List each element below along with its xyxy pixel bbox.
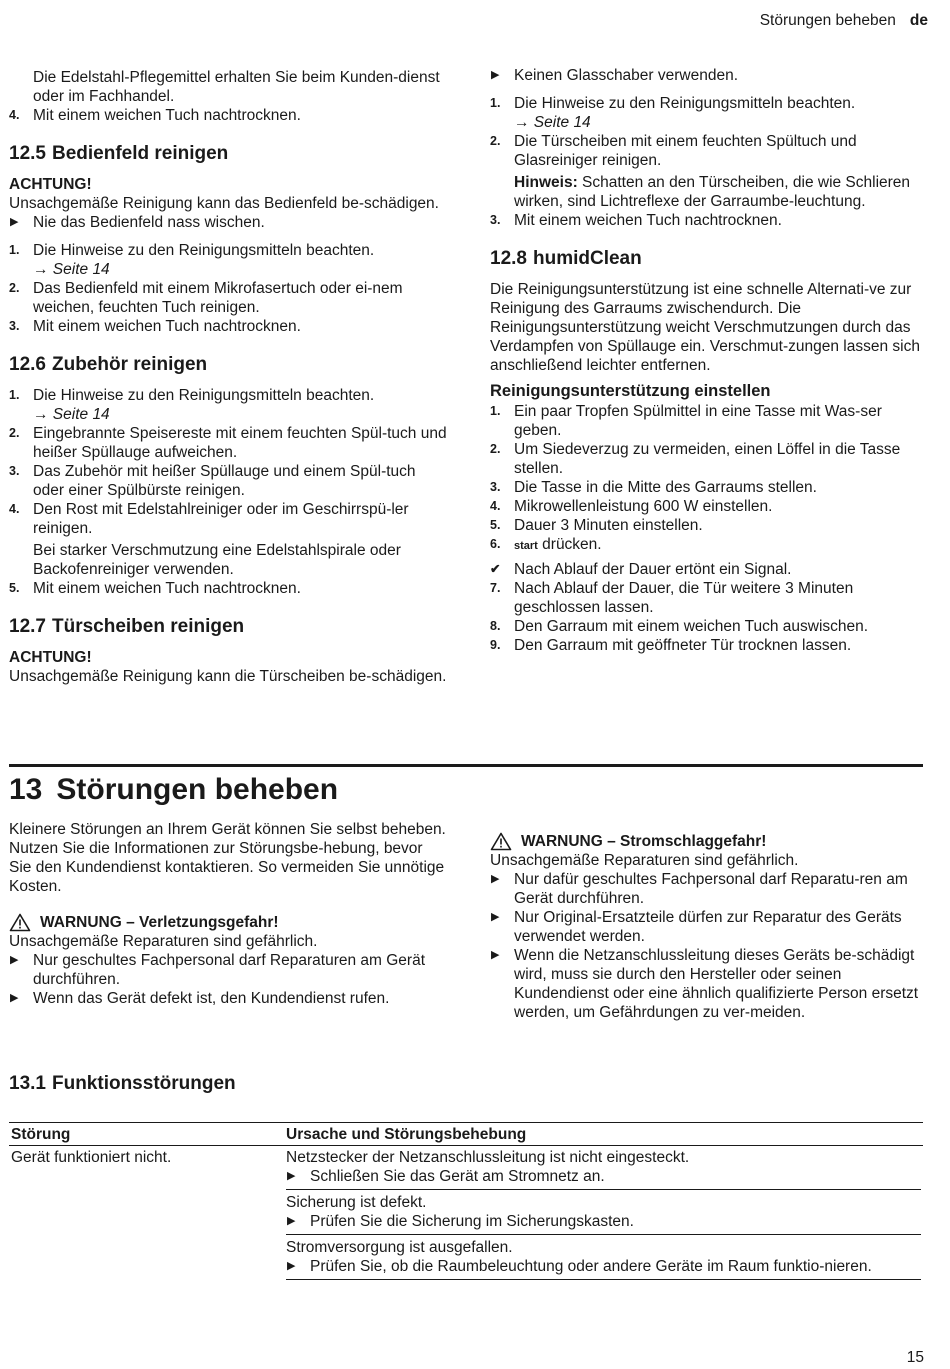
- cause-cell: [284, 1146, 923, 1283]
- list-item: 3. Die Tasse in die Mitte des Garraums stellen.: [490, 479, 817, 496]
- list-item: 4. Mikrowellenleistung 600 W einstellen.: [490, 498, 773, 515]
- list-item: 2. Um Siedeverzug zu vermeiden, einen Löffel in die Tasse stellen.: [490, 441, 901, 477]
- warning-heading: WARNUNG – Verletzungsgefahr!: [9, 913, 449, 932]
- list-item: 5. Dauer 3 Minuten einstellen.: [490, 517, 703, 534]
- list-item: 3. Das Zubehör mit heißer Spüllauge und einem Spül-tuch oder einer Spülbürste reinigen.: [9, 463, 416, 499]
- table-header-row: [9, 1123, 923, 1146]
- warning-heading: WARNUNG – Stromschlaggefahr!: [490, 832, 930, 851]
- list-item: ▶ Prüfen Sie, ob die Raumbeleuchtung oder andere Geräte im Raum funktio-nieren.: [287, 1258, 872, 1275]
- list-item: 2. Das Bedienfeld mit einem Mikrofasertuch oder ei-nem weichen, feuchten Tuch reinigen.: [9, 280, 403, 316]
- chapter-heading-13: 13 Störungen beheben: [9, 773, 339, 806]
- warning-text: Unsachgemäße Reinigung kann das Bedienfeld be-schädigen.: [9, 195, 439, 212]
- cause-block: [286, 1193, 921, 1235]
- bullet-icon: ▶: [287, 1260, 296, 1272]
- chapter-intro: Kleinere Störungen an Ihrem Gerät können Sie selbst beheben. Nutzen Sie die Informationen zur Störungsbe-hebung, bevor Sie den Kundendienst kontaktieren. So vermeiden Sie unnötige Kosten.: [9, 821, 446, 895]
- list-item: 1. Die Hinweise zu den Reinigungsmitteln beachten. → Seite 14: [9, 387, 375, 423]
- warning-triangle-icon: [490, 832, 512, 851]
- list-item: 7. Nach Ablauf der Dauer, die Tür weitere 3 Minuten geschlossen lassen.: [490, 580, 854, 616]
- table-row: [9, 1146, 923, 1283]
- list-item: ▶ Wenn das Gerät defekt ist, den Kundendienst rufen.: [10, 990, 390, 1007]
- cause-text: Stromversorgung ist ausgefallen.: [286, 1239, 513, 1256]
- section-heading-12-8: 12.8 humidClean: [490, 248, 642, 269]
- list-item: 4. Den Rost mit Edelstahlreiniger oder im Geschirrspü-ler reinigen.: [9, 501, 409, 537]
- section-heading-13-1: 13.1 Funktionsstörungen: [9, 1073, 236, 1094]
- bullet-icon: ▶: [491, 949, 500, 961]
- left-column: [9, 68, 449, 686]
- cause-block: [286, 1238, 921, 1280]
- chapter-13-left: [9, 820, 449, 1008]
- list-item: ▶ Schließen Sie das Gerät am Stromnetz an.: [287, 1168, 605, 1185]
- section-heading-12-5: 12.5 Bedienfeld reinigen: [9, 143, 229, 164]
- list-item: 6. start drücken.: [490, 536, 602, 553]
- section-heading-12-6: 12.6 Zubehör reinigen: [9, 354, 208, 375]
- subsection-heading: Reinigungsunterstützung einstellen: [490, 382, 771, 400]
- achtung-label: ACHTUNG!: [9, 649, 92, 666]
- list-item: ▶ Prüfen Sie die Sicherung im Sicherungskasten.: [287, 1213, 634, 1230]
- header-language: de: [909, 12, 928, 29]
- table-header: Ursache und Störungsbehebung: [284, 1123, 923, 1146]
- list-item: 9. Den Garraum mit geöffneter Tür trocknen lassen.: [490, 637, 852, 654]
- bullet-icon: ▶: [287, 1215, 296, 1227]
- warning-text: Unsachgemäße Reparaturen sind gefährlich.: [490, 852, 799, 869]
- intro-text: Die Edelstahl-Pflegemittel erhalten Sie beim Kunden-dienst oder im Fachhandel.: [33, 69, 440, 105]
- step-text: Mit einem weichen Tuch nachtrocknen.: [33, 107, 301, 124]
- bullet-icon: ▶: [10, 992, 19, 1004]
- list-item: ▶ Wenn die Netzanschlussleitung dieses Geräts be-schädigt wird, muss sie durch den Hersteller oder seinen Kundendienst oder eine ähnlich qualifizierte Person ersetzt werden, um Gefährdungen zu ver-meiden.: [491, 947, 919, 1021]
- list-item: 2. Eingebrannte Speisereste mit einem feuchten Spül-tuch und heißer Spüllauge aufweichen.: [9, 425, 447, 461]
- bullet-icon: ▶: [491, 873, 500, 885]
- list-item: ✔ Nach Ablauf der Dauer ertönt ein Signal.: [490, 561, 792, 578]
- list-item: 2. Die Türscheiben mit einem feuchten Spültuch und Glasreiniger reinigen.: [490, 133, 857, 169]
- list-item: ▶ Nie das Bedienfeld nass wischen.: [10, 214, 265, 231]
- page-reference[interactable]: → Seite 14: [33, 406, 110, 423]
- cause-text: Sicherung ist defekt.: [286, 1194, 427, 1211]
- list-item: 5. Mit einem weichen Tuch nachtrocknen.: [9, 580, 301, 597]
- step-number: 4.: [9, 108, 20, 122]
- list-item: 1. Ein paar Tropfen Spülmittel in eine Tasse mit Was-ser geben.: [490, 403, 882, 439]
- table-header: Störung: [9, 1123, 284, 1146]
- bullet-icon: ▶: [491, 69, 500, 81]
- section-intro: Die Reinigungsunterstützung ist eine schnelle Alternati-ve zur Reinigung des Garraums zwischendurch. Die Reinigungsunterstützung weicht Verschmutzungen durch das Verdampfen von Spüllauge ein. Verschmut-zungen lassen sich anschließend leichter entfernen.: [490, 281, 920, 374]
- list-item: 1. Die Hinweise zu den Reinigungsmitteln beachten. → Seite 14: [9, 242, 375, 278]
- fault-cell: Gerät funktioniert nicht.: [11, 1149, 172, 1166]
- list-item: 1. Die Hinweise zu den Reinigungsmitteln beachten. → Seite 14: [490, 95, 856, 131]
- bullet-icon: ▶: [10, 954, 19, 966]
- bullet-icon: ▶: [491, 911, 500, 923]
- list-item: 3. Mit einem weichen Tuch nachtrocknen.: [490, 212, 782, 229]
- list-item: 8. Den Garraum mit einem weichen Tuch auswischen.: [490, 618, 869, 635]
- right-column: [490, 66, 930, 655]
- page-number: 15: [906, 1349, 924, 1366]
- cause-text: Netzstecker der Netzanschlussleitung ist nicht eingesteckt.: [286, 1149, 690, 1166]
- warning-triangle-icon: [9, 913, 31, 932]
- check-icon: ✔: [490, 562, 501, 576]
- section-divider: [9, 764, 923, 767]
- warning-text: Unsachgemäße Reparaturen sind gefährlich.: [9, 933, 318, 950]
- list-item: 3. Mit einem weichen Tuch nachtrocknen.: [9, 318, 301, 335]
- hint-text: Hinweis: Schatten an den Türscheiben, die wie Schlieren wirken, sind Lichtreflexe der Garraumbe-leuchtung.: [514, 174, 911, 210]
- cause-block: [286, 1148, 921, 1190]
- list-item: ▶ Nur Original-Ersatzteile dürfen zur Reparatur des Geräts verwendet werden.: [491, 909, 902, 945]
- step-note: Bei starker Verschmutzung eine Edelstahlspirale oder Backofenreiniger verwenden.: [33, 542, 401, 578]
- section-heading-12-7: 12.7 Türscheiben reinigen: [9, 616, 245, 637]
- list-item: [9, 106, 449, 125]
- list-item: ▶ Nur dafür geschultes Fachpersonal darf Reparatu-ren am Gerät durchführen.: [491, 871, 908, 907]
- warning-text: Unsachgemäße Reinigung kann die Türscheiben be-schädigen.: [9, 668, 447, 685]
- list-item: ▶ Keinen Glasschaber verwenden.: [491, 67, 739, 84]
- header-title: Störungen beheben: [759, 12, 896, 29]
- chapter-13-right: [490, 832, 930, 1022]
- page-header: [760, 11, 928, 30]
- start-key-icon: start: [514, 540, 538, 552]
- achtung-label: ACHTUNG!: [9, 176, 92, 193]
- page-reference[interactable]: → Seite 14: [33, 261, 110, 278]
- list-item: ▶ Nur geschultes Fachpersonal darf Reparaturen am Gerät durchführen.: [10, 952, 426, 988]
- fault-table: [9, 1122, 923, 1282]
- bullet-icon: ▶: [287, 1170, 296, 1182]
- page-reference[interactable]: → Seite 14: [514, 114, 591, 131]
- bullet-icon: ▶: [10, 216, 19, 228]
